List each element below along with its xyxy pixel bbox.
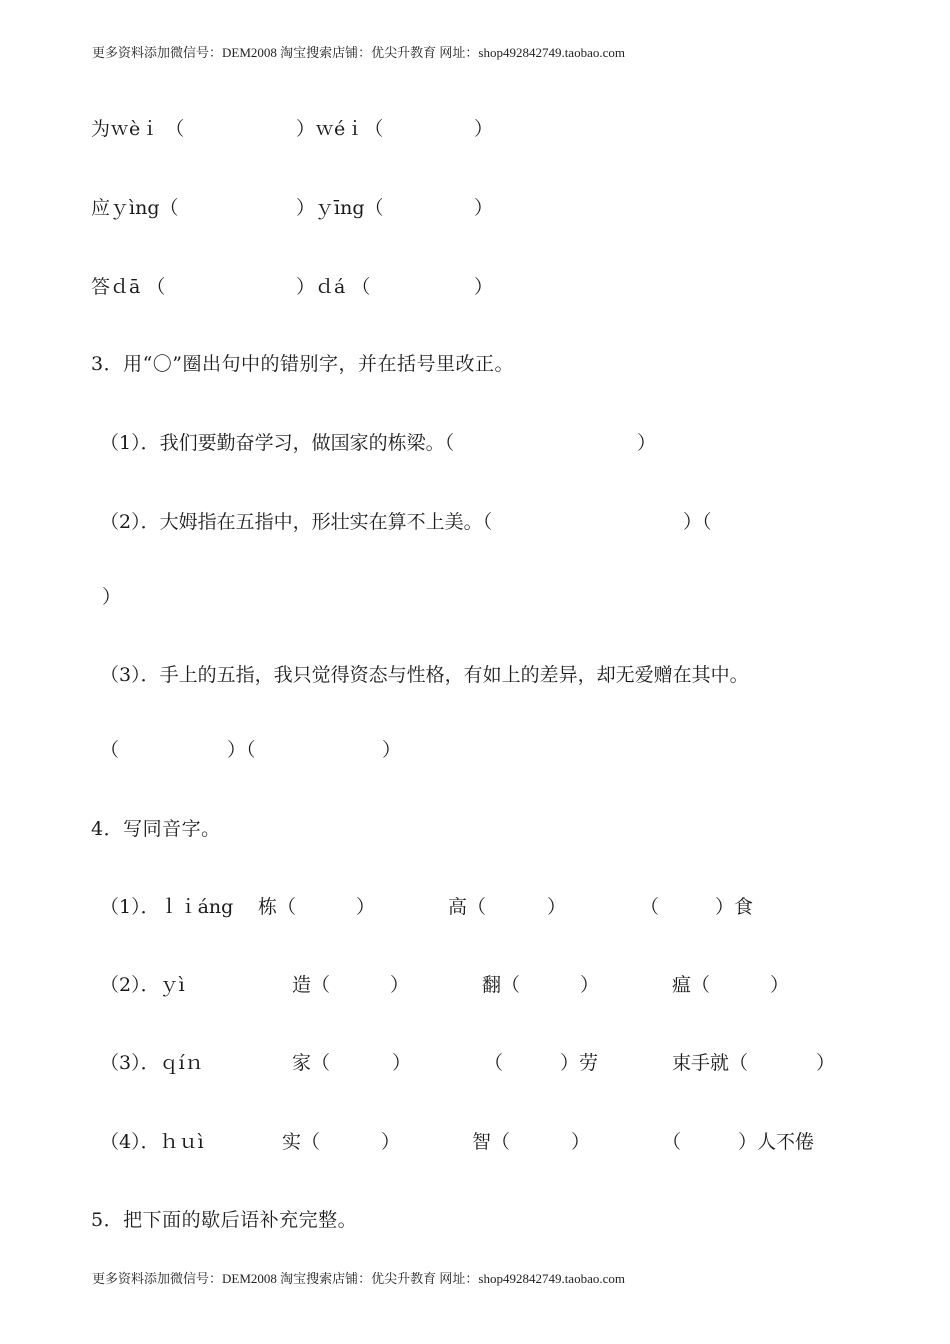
question-5-title: 5．把下面的歇后语补充完整。 (91, 1209, 358, 1231)
page-footer: 更多资料添加微信号：DEM2008 淘宝搜索店铺：优尖升教育 网址：shop492842749.taobao.com (92, 1271, 625, 1286)
question-4-title: 4．写同音字。 (91, 818, 221, 840)
page-header: 更多资料添加微信号：DEM2008 淘宝搜索店铺：优尖升教育 网址：shop492842749.taobao.com (92, 45, 625, 60)
question-3-title: 3．用“〇”圈出句中的错别字，并在括号里改正。 (91, 353, 515, 375)
